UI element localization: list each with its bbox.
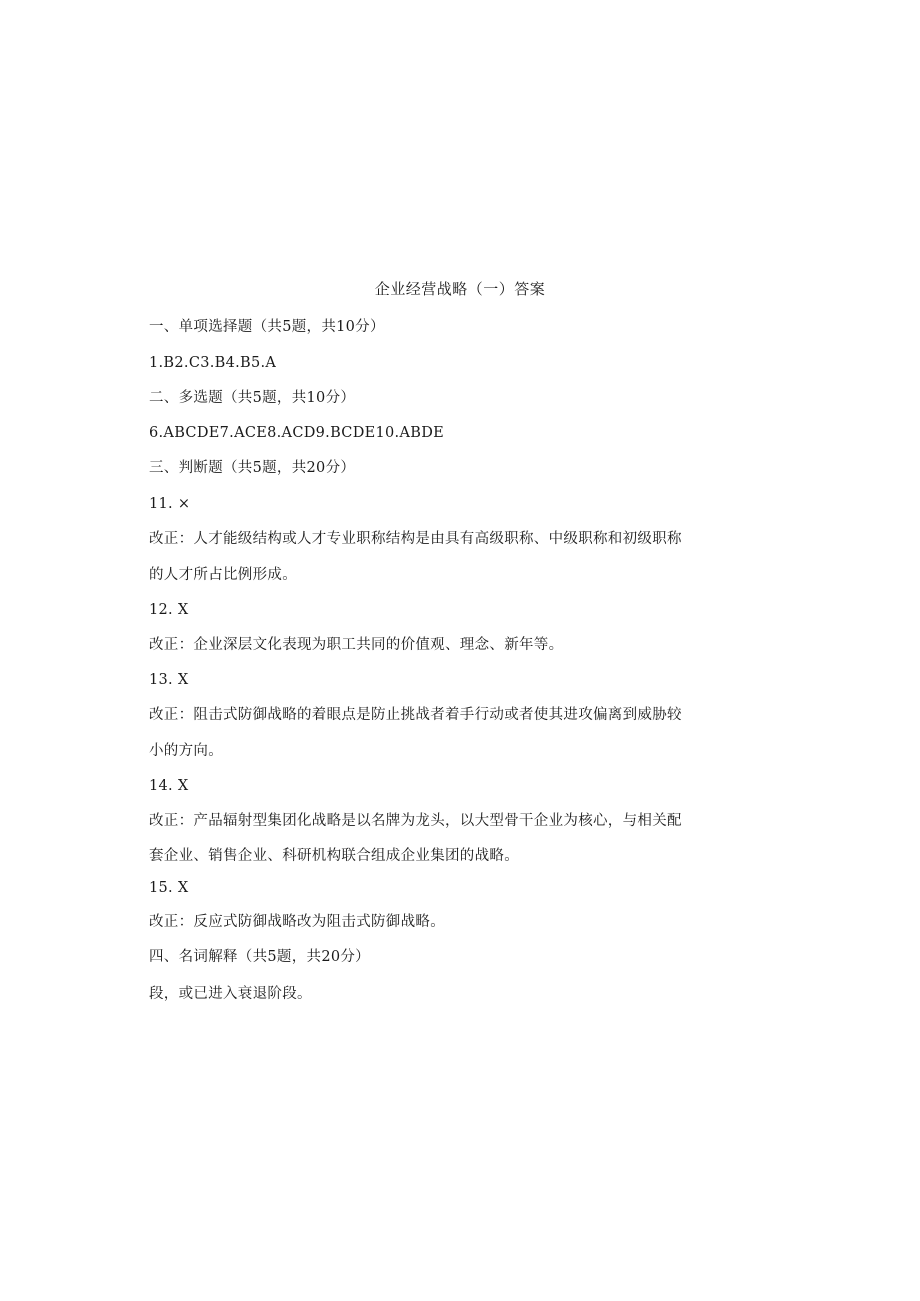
correction-11-line-2: 的人才所占比例形成。 [149, 567, 297, 583]
correction-12: 改正：企业深层文化表现为职工共同的价值观、理念、新年等。 [149, 637, 564, 653]
term-explanation-fragment: 段，或已进入衰退阶段。 [149, 986, 312, 1002]
correction-15: 改正：反应式防御战略改为阻击式防御战略。 [149, 914, 445, 930]
page-title: 企业经营战略（一）答案 [374, 280, 546, 298]
section-heading-multiple-choice: 二、多选题（共5题，共10分） [149, 390, 356, 406]
answer-12: 12. X [149, 602, 189, 618]
correction-11-line-1: 改正：人才能级结构或人才专业职称结构是由具有高级职称、中级职称和初级职称 [149, 531, 682, 547]
answer-13: 13. X [149, 672, 189, 688]
correction-13-line-2: 小的方向。 [149, 743, 223, 759]
answers-single-choice: 1.B2.C3.B4.B5.A [149, 355, 277, 371]
section-heading-term-explanation: 四、名词解释（共5题，共20分） [149, 949, 370, 965]
answer-11: 11. × [149, 496, 191, 512]
correction-13-line-1: 改正：阻击式防御战略的着眼点是防止挑战者着手行动或者使其进攻偏离到威胁较 [149, 707, 682, 723]
answers-multiple-choice: 6.ABCDE7.ACE8.ACD9.BCDE10.ABDE [149, 425, 445, 441]
answer-15: 15. X [149, 880, 189, 896]
correction-14-line-1: 改正：产品辐射型集团化战略是以名牌为龙头，以大型骨干企业为核心，与相关配 [149, 813, 682, 829]
correction-14-line-2: 套企业、销售企业、科研机构联合组成企业集团的战略。 [149, 848, 519, 864]
section-heading-single-choice: 一、单项选择题（共5题，共10分） [149, 319, 385, 335]
section-heading-true-false: 三、判断题（共5题，共20分） [149, 460, 356, 476]
answer-14: 14. X [149, 778, 189, 794]
